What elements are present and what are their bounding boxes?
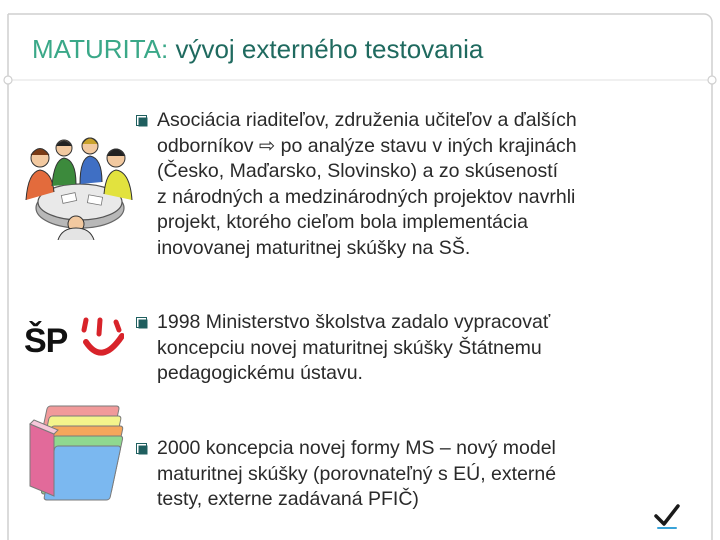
title-rest: vývoj externého testovania bbox=[168, 34, 484, 64]
folders-illustration bbox=[24, 404, 130, 504]
bullet-item-3 bbox=[136, 436, 696, 516]
bullet-line: (Česko, Maďarsko, Slovinsko) a zo skúseností bbox=[157, 160, 559, 182]
bullet-line: maturitnej skúšky (porovnateľný s EÚ, externé bbox=[157, 462, 557, 485]
page-title bbox=[32, 34, 483, 65]
bullet-text bbox=[157, 310, 677, 387]
bullet-line: pedagogickému ústavu. bbox=[157, 362, 363, 384]
bullet-line: Asociácia riaditeľov, združenia učiteľov a ďalších bbox=[157, 109, 577, 131]
bullet-text bbox=[157, 108, 677, 261]
bullet-line: z národných a medzinárodných projektov navrhli bbox=[157, 185, 576, 208]
bullet-line: odborníkov ⇨ po analýze stavu v iných krajinách bbox=[157, 134, 577, 157]
bullet-text bbox=[157, 436, 677, 513]
bullet-item-1 bbox=[136, 108, 696, 268]
title-lead: MATURITA: bbox=[32, 34, 169, 64]
bullet-line: testy, externe zadávaná PFIČ) bbox=[157, 488, 419, 510]
bullet-line: projekt, ktorého cieľom bola implementácia bbox=[157, 211, 528, 233]
bullet-line: inovovanej maturitnej skúšky na SŠ. bbox=[157, 236, 471, 259]
checkmark-icon bbox=[652, 500, 682, 530]
sp-logo-text: ŠP bbox=[24, 322, 68, 360]
bullet-line: 1998 Ministerstvo školstva zadalo vypracovať bbox=[157, 311, 551, 333]
checkbox-bullet-icon bbox=[136, 443, 148, 455]
checkbox-bullet-icon bbox=[136, 317, 148, 329]
sp-logo bbox=[24, 308, 124, 368]
bullet-line: koncepciu novej maturitnej skúšky Štátnemu bbox=[157, 336, 542, 359]
bullet-line: 2000 koncepcia novej formy MS – nový model bbox=[157, 437, 556, 459]
bullet-item-2 bbox=[136, 310, 696, 390]
checkbox-bullet-icon bbox=[136, 115, 148, 127]
meeting-illustration bbox=[18, 128, 136, 240]
